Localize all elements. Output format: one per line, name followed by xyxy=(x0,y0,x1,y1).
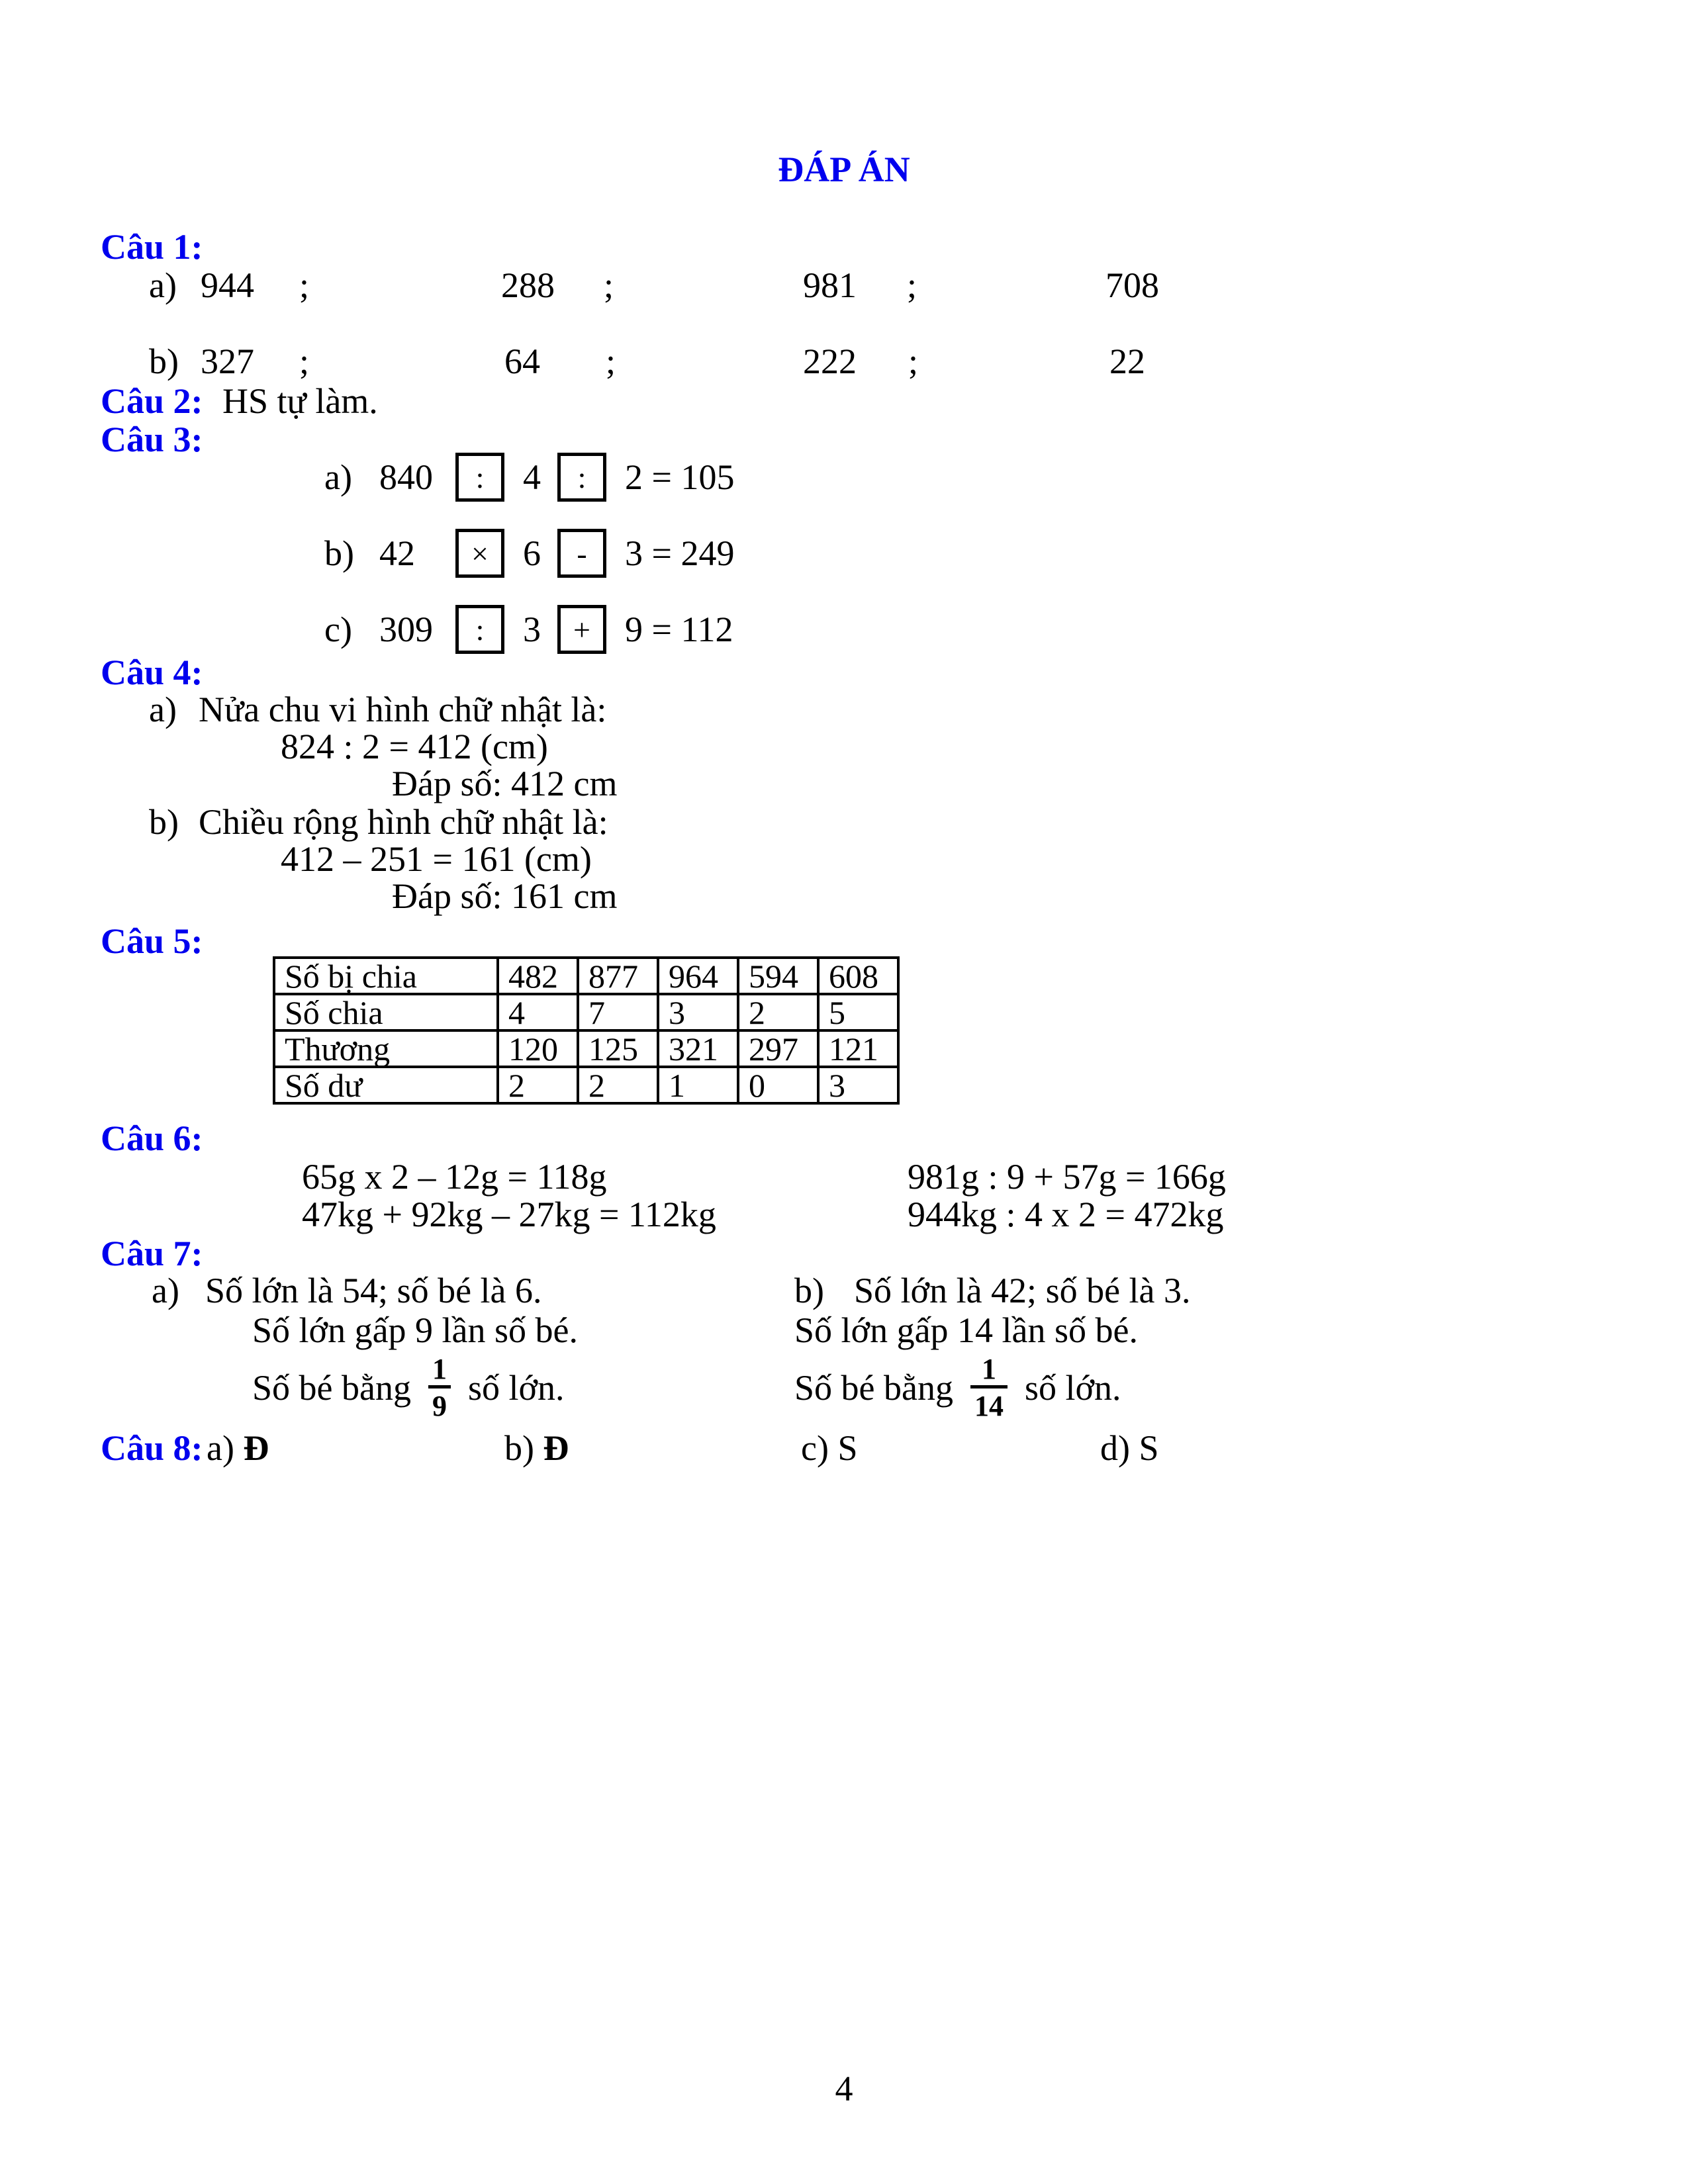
cau7-fraction-line-a xyxy=(252,1345,565,1431)
answer-value: 944 xyxy=(201,265,254,305)
answer-value: 327 xyxy=(201,341,254,381)
statement-text: Nửa chu vi hình chữ nhật là: xyxy=(199,690,607,729)
separator: ; xyxy=(299,265,310,305)
separator: ; xyxy=(299,341,310,381)
page-number: 4 xyxy=(835,2069,853,2109)
fraction xyxy=(970,1354,1008,1421)
fraction xyxy=(428,1354,451,1421)
statement-text: Số lớn là 54; số bé là 6. xyxy=(205,1271,542,1310)
statement-text: Số lớn gấp 14 lần số bé. xyxy=(794,1310,1139,1350)
item-label: b) xyxy=(149,802,179,842)
cau2-line xyxy=(101,383,378,420)
cau2-text: HS tự làm. xyxy=(222,381,378,421)
cau6-equation: 944kg : 4 x 2 = 472kg xyxy=(908,1195,1224,1234)
answer-value: 22 xyxy=(1109,341,1145,381)
answer-value: 222 xyxy=(803,341,857,381)
item-label: c) xyxy=(801,1428,829,1468)
table-cell: 1 xyxy=(658,1067,738,1103)
cau4-equation: 824 : 2 = 412 (cm) xyxy=(281,727,548,766)
separator: ; xyxy=(908,341,919,381)
item-label: b) xyxy=(794,1271,824,1310)
cau5-heading: Câu 5: xyxy=(101,921,203,961)
table-cell: 121 xyxy=(818,1030,898,1067)
table-cell: 594 xyxy=(738,958,818,994)
table-cell: 297 xyxy=(738,1030,818,1067)
cau3-equation-row xyxy=(0,526,1688,580)
fraction-numerator: 1 xyxy=(981,1353,996,1386)
item-label: d) xyxy=(1100,1428,1130,1468)
answer-letter: Đ xyxy=(543,1428,569,1468)
operand: 6 xyxy=(523,533,541,573)
table-cell: 321 xyxy=(658,1030,738,1067)
item-label: a) xyxy=(149,265,177,305)
table-cell: 2 xyxy=(578,1067,658,1103)
item-label: c) xyxy=(324,610,352,649)
answer-value: 981 xyxy=(803,265,857,305)
table-cell: 125 xyxy=(578,1030,658,1067)
table-cell: 4 xyxy=(498,994,578,1030)
cau4-answer: Đáp số: 412 cm xyxy=(392,764,618,803)
cau4-answer: Đáp số: 161 cm xyxy=(392,876,618,916)
table-cell: 964 xyxy=(658,958,738,994)
cau6-equation: 47kg + 92kg – 27kg = 112kg xyxy=(302,1195,716,1234)
operator-box: × xyxy=(455,529,504,578)
table-cell: 5 xyxy=(818,994,898,1030)
cau3-equation-row xyxy=(0,450,1688,504)
operator-box: : xyxy=(557,453,606,502)
item-label: b) xyxy=(149,341,179,381)
operator-box: + xyxy=(557,605,606,654)
item-label: b) xyxy=(324,533,354,573)
separator: ; xyxy=(907,265,917,305)
statement-text: Số lớn gấp 9 lần số bé. xyxy=(252,1310,579,1350)
cau8-answer xyxy=(207,1430,269,1467)
table-row xyxy=(274,1067,898,1103)
cau1-heading: Câu 1: xyxy=(101,227,203,267)
cau8-answer xyxy=(801,1430,858,1467)
separator: ; xyxy=(606,341,616,381)
table-cell: 0 xyxy=(738,1067,818,1103)
statement-text: Chiều rộng hình chữ nhật là: xyxy=(199,802,608,842)
cau3-heading: Câu 3: xyxy=(101,420,203,459)
operand: 840 xyxy=(379,457,433,497)
table-header-cell: Số dư xyxy=(274,1067,498,1103)
table-row xyxy=(274,1030,898,1067)
statement-text: Số bé bằng xyxy=(794,1368,953,1408)
table-cell: 120 xyxy=(498,1030,578,1067)
item-label: a) xyxy=(324,457,352,497)
operator-box: : xyxy=(455,605,504,654)
table-cell: 608 xyxy=(818,958,898,994)
table-cell: 3 xyxy=(818,1067,898,1103)
item-label: a) xyxy=(149,690,177,729)
equation-result: 2 = 105 xyxy=(625,457,735,497)
equation-result: 9 = 112 xyxy=(625,610,733,649)
operator-box: : xyxy=(455,453,504,502)
cau6-equation: 65g x 2 – 12g = 118g xyxy=(302,1157,607,1197)
operator-box: - xyxy=(557,529,606,578)
statement-text: Số lớn là 42; số bé là 3. xyxy=(854,1271,1191,1310)
item-label: a) xyxy=(207,1428,234,1468)
separator: ; xyxy=(604,265,614,305)
answer-letter: Đ xyxy=(243,1428,269,1468)
equation-result: 3 = 249 xyxy=(625,533,735,573)
answer-value: 64 xyxy=(504,341,540,381)
answer-letter: S xyxy=(1139,1428,1159,1468)
cau2-heading: Câu 2: xyxy=(101,381,203,421)
table-row xyxy=(274,958,898,994)
cau8-answer xyxy=(504,1430,569,1467)
table-header-cell: Thương xyxy=(274,1030,498,1067)
statement-text: số lớn. xyxy=(467,1368,565,1408)
table-header-cell: Số bị chia xyxy=(274,958,498,994)
table-cell: 7 xyxy=(578,994,658,1030)
fraction-numerator: 1 xyxy=(432,1353,447,1386)
cau7-heading: Câu 7: xyxy=(101,1234,203,1273)
operand: 309 xyxy=(379,610,433,649)
statement-text: Số bé bằng xyxy=(252,1368,411,1408)
operand: 42 xyxy=(379,533,415,573)
fraction-denominator: 9 xyxy=(428,1385,451,1422)
division-table xyxy=(273,956,900,1105)
answer-value: 708 xyxy=(1105,265,1159,305)
statement-text: số lớn. xyxy=(1024,1368,1121,1408)
answer-value: 288 xyxy=(501,265,555,305)
table-cell: 482 xyxy=(498,958,578,994)
cau4-heading: Câu 4: xyxy=(101,653,203,692)
cau6-equation: 981g : 9 + 57g = 166g xyxy=(908,1157,1226,1197)
cau3-equation-row xyxy=(0,602,1688,657)
fraction-denominator: 14 xyxy=(970,1385,1008,1422)
table-cell: 877 xyxy=(578,958,658,994)
operand: 3 xyxy=(523,610,541,649)
item-label: b) xyxy=(504,1428,534,1468)
cau6-heading: Câu 6: xyxy=(101,1118,203,1158)
answer-letter: S xyxy=(837,1428,858,1468)
table-cell: 2 xyxy=(498,1067,578,1103)
cau4-equation: 412 – 251 = 161 (cm) xyxy=(281,839,592,879)
item-label: a) xyxy=(152,1271,179,1310)
table-header-cell: Số chia xyxy=(274,994,498,1030)
operand: 4 xyxy=(523,457,541,497)
page-title: ĐÁP ÁN xyxy=(778,150,910,189)
table-cell: 3 xyxy=(658,994,738,1030)
cau8-answer xyxy=(1100,1430,1159,1467)
cau7-fraction-line-b xyxy=(794,1345,1121,1431)
cau8-heading: Câu 8: xyxy=(101,1428,203,1468)
table-cell: 2 xyxy=(738,994,818,1030)
table-row xyxy=(274,994,898,1030)
